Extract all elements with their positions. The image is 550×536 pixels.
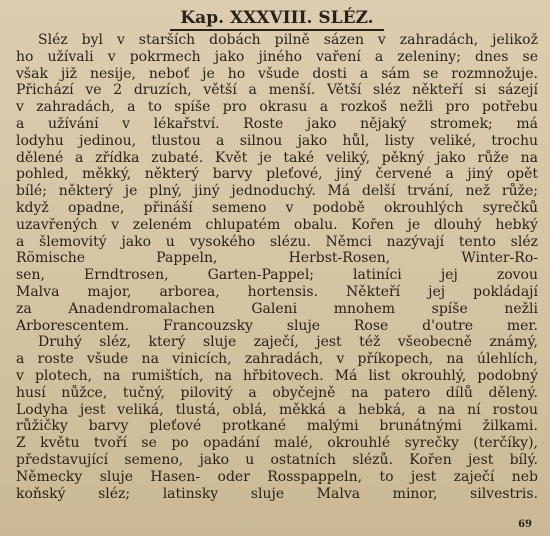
text-line: když opadne, přináší semeno v podobě okrouhlých syrečků [16, 199, 538, 216]
text-line: a šlemovitý jako u vysokého slézu. Němci nazývají tento sléz [16, 233, 538, 250]
text-line: Sléz byl v starších dobách pilně sázen v zahradách, jelikož [38, 32, 538, 48]
text-line: Z květu tvoří se po opadání malé, okrouhlé syrečky (terčíky), [16, 435, 538, 452]
text-line: Německy sluje Hasen- oder Rosspappeln, to jest zaječí neb [16, 468, 538, 485]
chapter-text [16, 32, 538, 502]
text-line: husí nůžce, tučný, pilovitý a obyčejně na patero dílů dělený. [16, 384, 538, 401]
text-line: představující semeno, jako u ostatních slézů. Kořen jest bílý. [16, 451, 538, 468]
text-line: růžičky barvy pleťové protkané malými brunátnými žilkami. [16, 418, 538, 435]
text-line: v zahradách, a to spíše pro okrasu a rozkoš nežli pro potřebu [16, 99, 538, 116]
text-line: koňský sléz; latinsky sluje Malva minor, silvestris. [16, 485, 538, 502]
text-line: Druhý sléz, který sluje zaječí, jest též všeobecně známý, [38, 334, 538, 351]
text-line: pohled, měkký, některý barvy pleťové, jiný červené a jiný opět [16, 166, 538, 183]
text-line: za Anadendromalachen Galeni mnohem spíše nežli [16, 300, 538, 317]
text-line: dělené a zřídka zubaté. Květ je také veliký, pěkný jako růže na [16, 149, 538, 166]
text-line: však již nesije, neboť je ho všude dosti a sám se rozmnožuje. [16, 65, 538, 82]
page-number: 69 [518, 519, 532, 530]
text-line: v plotech, na rumištích, na hřbitovech. Má list okrouhlý, podobný [16, 367, 538, 384]
text-line: Arborescentem. Francouzsky sluje Rose d'outre mer. [16, 317, 538, 334]
text-line: lodyhu jedinou, tlustou a silnou jako hůl, listy veliké, trochu [16, 132, 538, 149]
text-line: Lodyha jest veliká, tlustá, oblá, měkká a hebká, a na ní rostou [16, 401, 538, 418]
chapter-title: Kap. XXXVIII. SLÉZ. [170, 8, 383, 31]
text-line: uzavřených v zeleném chlupatém obalu. Kořen je dlouhý hebký [16, 216, 538, 233]
text-line: Römische Pappeln, Herbst-Rosen, Winter-Ro- [16, 250, 538, 267]
text-line: bílé; některý je plný, jiný jednoduchý. Má delší trvání, než růže; [16, 183, 538, 200]
text-line: a roste všude na vinicích, zahradách, v příkopech, na úlehlích, [16, 351, 538, 368]
text-line: a užívání v lékařství. Roste jako nějaký stromek; má [16, 115, 538, 132]
chapter-heading [16, 6, 538, 32]
text-line: Malva major, arborea, hortensis. Někteří jej pokládají [16, 283, 538, 300]
text-line: Přichází ve 2 druzích, větší a menší. Větší sléz někteří si sázejí [16, 82, 538, 99]
text-line: ho užívali v pokrmech jako jiného vaření a zeleniny; dnes se [16, 48, 538, 65]
text-line: sen, Erndtrosen, Garten-Pappel; latiníci jej zovou [16, 267, 538, 284]
